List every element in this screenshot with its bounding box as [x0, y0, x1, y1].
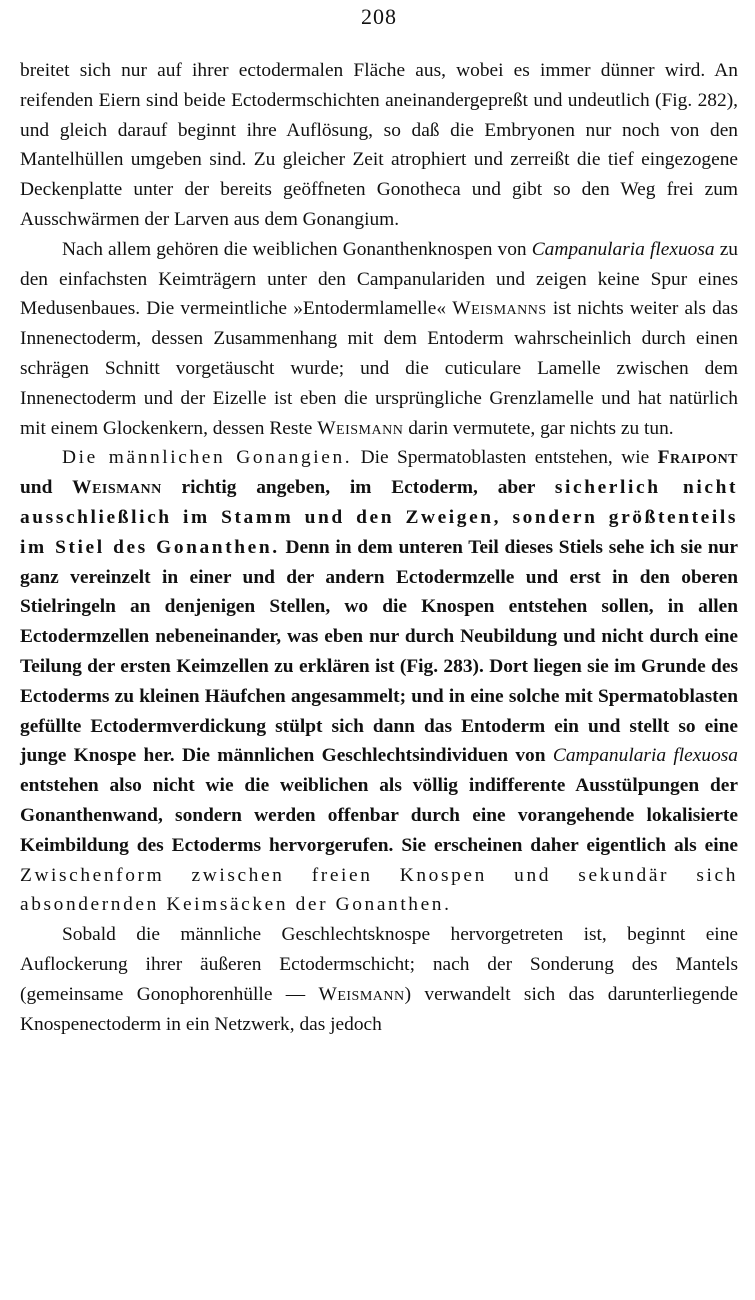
paragraph-3 [20, 443, 738, 920]
author-name: Weismann [317, 417, 404, 439]
author-name: Weismann [318, 983, 405, 1005]
text-run: ) verwandelt sich das darunterliegende Knospenectoderm in ein Netzwerk, das jedoch [20, 983, 738, 1035]
body-text [20, 56, 738, 1039]
emphasis-spaced: sicherlich nicht ausschließlich im Stamm und den Zweigen, sondern größtenteils im Stiel des Gonanthen. [20, 477, 739, 558]
paragraph-4 [20, 920, 738, 1039]
emphasis-spaced: Zwischenform zwischen freien Knospen und sekundär sich absondernden Keimsäcken der Gonanthen. [20, 864, 738, 916]
text-run: Die Spermatoblasten entstehen, wie [352, 447, 658, 469]
page-number: 208 [361, 4, 397, 29]
author-name: Fraipont [657, 447, 739, 469]
text-run: richtig angeben, im Ectoderm, aber [161, 477, 555, 499]
paragraph-2 [20, 235, 738, 444]
text-run: entstehen also nicht wie die weiblichen als völlig indifferente Ausstülpungen der Gonanthenwand, sondern werden offenbar durch eine vorangehende lokalisierte Keimbildung des Ectoderms hervorgerufen. Sie erscheinen daher eigentlich als eine [20, 775, 738, 856]
text-run: Nach allem gehören die weiblichen Gonanthenknospen von [62, 238, 532, 260]
document-page [20, 0, 738, 1300]
text-run: zu den einfachsten Keimträgern unter den Campanulariden und zeigen keine Spur eines Medusenbaues. Die vermeintliche »Entodermlamelle« [20, 238, 739, 320]
author-name: Weismanns [452, 298, 547, 320]
section-heading: Die männlichen Gonangien. [62, 447, 353, 469]
text-run: darin vermutete, gar nichts zu tun. [403, 417, 674, 439]
text-run: Sobald die männliche Geschlechtsknospe hervorgetreten ist, beginnt eine Auflockerung ihrer äußeren Ectodermschicht; nach der Sonderung des Mantels (gemeinsame Gonophorenhülle — [20, 924, 738, 1005]
paragraph-1: breitet sich nur auf ihrer ectodermalen Fläche aus, wobei es immer dünner wird. An reifenden Eiern sind beide Ectodermschichten aneinandergepreßt und undeutlich (Fig. 282), und gleich darauf beginnt ihre Auflösung, so daß die Embryonen nur noch von den Mantelhüllen umgeben sind. Zu gleicher Zeit atrophiert und zerreißt die tief eingezogene Deckenplatte unter der bereits geöffneten Gonotheca und gibt so den Weg frei zum Ausschwärmen der Larven aus dem Gonangium. [20, 60, 738, 230]
author-name: Weismann [72, 477, 162, 499]
species-name: Campanularia flexuosa [552, 745, 739, 767]
text-run: ist nichts weiter als das Innenectoderm, dessen Zusammenhang mit dem Entoderm wahrscheinlich durch einen schrägen Schnitt vorgetäuscht wurde; und die cuticulare Lamelle zwischen dem Innenectoderm und der Eizelle ist eben die ursprüngliche Grenzlamelle und hat natürlich mit einem Glockenkern, dessen Reste [20, 298, 738, 439]
species-name: Campanularia flexuosa [531, 238, 715, 260]
text-run: Denn in dem unteren Teil dieses Stiels sehe ich sie nur ganz vereinzelt in einer und der andern Ectodermzelle und erst in den oberen Stielringeln an denjenigen Stellen, wo die Knospen entstehen sollen, in allen Ectodermzellen nebeneinander, was eben nur durch Neubildung und nicht durch eine Teilung der ersten Keimzellen zu erklären ist (Fig. 283). Dort liegen sie im Grunde des Ectoderms zu kleinen Häufchen angesammelt; und in eine solche mit Spermatoblasten gefüllte Ectodermverdickung stülpt sich dann das Entoderm ein und stellt so eine junge Knospe her. Die männlichen Geschlechtsindividuen von [20, 536, 738, 767]
text-run: und [20, 477, 73, 499]
